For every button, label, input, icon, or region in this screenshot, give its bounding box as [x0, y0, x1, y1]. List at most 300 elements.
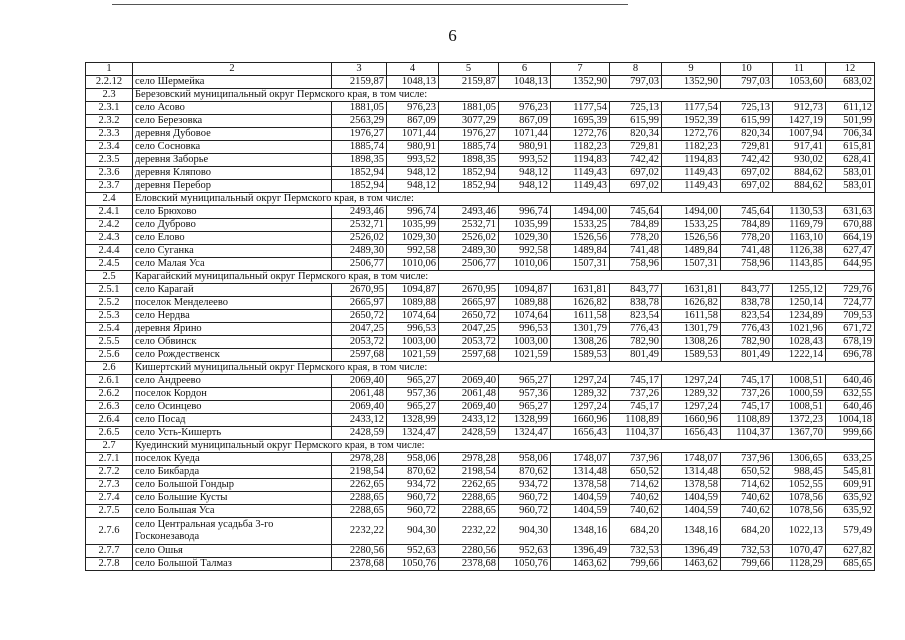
value-cell: 797,03 — [721, 76, 773, 89]
value-cell: 737,26 — [610, 388, 662, 401]
value-cell: 1104,37 — [721, 427, 773, 440]
row-number: 2.3.6 — [86, 167, 133, 180]
value-cell: 1507,31 — [662, 258, 721, 271]
value-cell: 2288,65 — [332, 505, 387, 518]
value-cell: 697,02 — [610, 180, 662, 193]
value-cell: 1289,32 — [551, 388, 610, 401]
value-cell: 1314,48 — [551, 466, 610, 479]
table-row — [86, 466, 875, 479]
value-cell: 2262,65 — [439, 479, 499, 492]
row-number: 2.6.1 — [86, 375, 133, 388]
value-cell: 683,02 — [826, 76, 875, 89]
settlement-name: поселок Менделеево — [133, 297, 332, 310]
value-cell: 1255,12 — [773, 284, 826, 297]
row-number: 2.5.1 — [86, 284, 133, 297]
table-row — [86, 453, 875, 466]
value-cell: 1094,87 — [499, 284, 551, 297]
value-cell: 745,17 — [721, 401, 773, 414]
value-cell: 2428,59 — [332, 427, 387, 440]
value-cell: 820,34 — [721, 128, 773, 141]
value-cell: 1126,38 — [773, 245, 826, 258]
table-row — [86, 154, 875, 167]
value-cell: 1494,00 — [662, 206, 721, 219]
value-cell: 1404,59 — [662, 505, 721, 518]
settlement-name: деревня Ярино — [133, 323, 332, 336]
value-cell: 2532,71 — [332, 219, 387, 232]
value-cell: 1070,47 — [773, 545, 826, 558]
value-cell: 1976,27 — [332, 128, 387, 141]
page-number: 6 — [448, 26, 457, 45]
value-cell: 884,62 — [773, 180, 826, 193]
value-cell: 992,58 — [499, 245, 551, 258]
settlement-name: село Елово — [133, 232, 332, 245]
value-cell: 2597,68 — [332, 349, 387, 362]
value-cell: 644,95 — [826, 258, 875, 271]
value-cell: 776,43 — [610, 323, 662, 336]
value-cell: 2563,29 — [332, 115, 387, 128]
value-cell: 2053,72 — [332, 336, 387, 349]
column-number-cell: 10 — [721, 63, 773, 76]
value-cell: 2526,02 — [332, 232, 387, 245]
settlement-name: село Рождественск — [133, 349, 332, 362]
value-cell: 996,53 — [387, 323, 439, 336]
value-cell: 1021,96 — [773, 323, 826, 336]
value-cell: 684,20 — [721, 518, 773, 545]
value-cell: 870,62 — [387, 466, 439, 479]
value-cell: 948,12 — [499, 180, 551, 193]
value-cell: 1149,43 — [662, 167, 721, 180]
value-cell: 1463,62 — [662, 558, 721, 571]
value-cell: 2159,87 — [332, 76, 387, 89]
value-cell: 2493,46 — [332, 206, 387, 219]
value-cell: 3077,29 — [439, 115, 499, 128]
settlement-name: село Большой Талмаз — [133, 558, 332, 571]
value-cell: 737,26 — [721, 388, 773, 401]
value-cell: 934,72 — [499, 479, 551, 492]
value-cell: 1328,99 — [387, 414, 439, 427]
value-cell: 2489,30 — [332, 245, 387, 258]
value-cell: 1108,89 — [610, 414, 662, 427]
value-cell: 778,20 — [721, 232, 773, 245]
value-cell: 1003,00 — [387, 336, 439, 349]
value-cell: 2198,54 — [439, 466, 499, 479]
value-cell: 1881,05 — [439, 102, 499, 115]
value-cell: 685,65 — [826, 558, 875, 571]
value-cell: 724,77 — [826, 297, 875, 310]
value-cell: 784,89 — [610, 219, 662, 232]
value-cell: 1348,16 — [551, 518, 610, 545]
value-cell: 1149,43 — [662, 180, 721, 193]
value-cell: 1094,87 — [387, 284, 439, 297]
value-cell: 1489,84 — [662, 245, 721, 258]
table-row — [86, 349, 875, 362]
value-cell: 697,02 — [721, 180, 773, 193]
value-cell: 1182,23 — [551, 141, 610, 154]
value-cell: 1071,44 — [499, 128, 551, 141]
table-row — [86, 167, 875, 180]
value-cell: 1029,30 — [499, 232, 551, 245]
row-number: 2.7.2 — [86, 466, 133, 479]
value-cell: 729,81 — [721, 141, 773, 154]
value-cell: 678,19 — [826, 336, 875, 349]
value-cell: 740,62 — [721, 492, 773, 505]
value-cell: 1052,55 — [773, 479, 826, 492]
row-number: 2.4 — [86, 193, 133, 206]
value-cell: 965,27 — [499, 375, 551, 388]
value-cell: 1078,56 — [773, 505, 826, 518]
settlement-name: село Большой Гондыр — [133, 479, 332, 492]
row-number: 2.7.5 — [86, 505, 133, 518]
value-cell: 2665,97 — [332, 297, 387, 310]
table-row — [86, 518, 875, 545]
value-cell: 1272,76 — [551, 128, 610, 141]
row-number: 2.5 — [86, 271, 133, 284]
value-cell: 843,77 — [610, 284, 662, 297]
value-cell: 1250,14 — [773, 297, 826, 310]
settlement-name: село Большая Уса — [133, 505, 332, 518]
value-cell: 1695,39 — [551, 115, 610, 128]
value-cell: 1149,43 — [551, 180, 610, 193]
value-cell: 670,88 — [826, 219, 875, 232]
value-cell: 1494,00 — [551, 206, 610, 219]
value-cell: 741,48 — [721, 245, 773, 258]
table-row — [86, 115, 875, 128]
value-cell: 784,89 — [721, 219, 773, 232]
value-cell: 1463,62 — [551, 558, 610, 571]
value-cell: 1626,82 — [551, 297, 610, 310]
table-row — [86, 232, 875, 245]
section-row — [86, 362, 875, 375]
value-cell: 823,54 — [721, 310, 773, 323]
value-cell: 1074,64 — [499, 310, 551, 323]
value-cell: 1656,43 — [662, 427, 721, 440]
value-cell: 615,99 — [721, 115, 773, 128]
row-number: 2.4.3 — [86, 232, 133, 245]
value-cell: 1507,31 — [551, 258, 610, 271]
value-cell: 640,46 — [826, 401, 875, 414]
table-row — [86, 206, 875, 219]
value-cell: 823,54 — [610, 310, 662, 323]
value-cell: 696,78 — [826, 349, 875, 362]
value-cell: 2650,72 — [332, 310, 387, 323]
column-number-row — [86, 63, 875, 76]
row-number: 2.4.5 — [86, 258, 133, 271]
value-cell: 1404,59 — [662, 492, 721, 505]
value-cell: 1489,84 — [551, 245, 610, 258]
value-cell: 2288,65 — [332, 492, 387, 505]
value-cell: 741,48 — [610, 245, 662, 258]
value-cell: 2069,40 — [332, 401, 387, 414]
value-cell: 958,06 — [499, 453, 551, 466]
row-number: 2.3.4 — [86, 141, 133, 154]
value-cell: 1149,43 — [551, 167, 610, 180]
value-cell: 1611,58 — [551, 310, 610, 323]
column-number-cell: 11 — [773, 63, 826, 76]
value-cell: 725,13 — [610, 102, 662, 115]
column-number-cell: 12 — [826, 63, 875, 76]
value-cell: 545,81 — [826, 466, 875, 479]
value-cell: 1306,65 — [773, 453, 826, 466]
column-number-cell: 2 — [133, 63, 332, 76]
value-cell: 1852,94 — [439, 180, 499, 193]
settlement-name: село Березовка — [133, 115, 332, 128]
value-cell: 745,64 — [610, 206, 662, 219]
settlement-name: село Андреево — [133, 375, 332, 388]
value-cell: 1308,26 — [551, 336, 610, 349]
value-cell: 627,82 — [826, 545, 875, 558]
table-row — [86, 336, 875, 349]
section-row — [86, 193, 875, 206]
table-row — [86, 297, 875, 310]
value-cell: 2506,77 — [332, 258, 387, 271]
column-number-cell: 4 — [387, 63, 439, 76]
settlement-name: село Нердва — [133, 310, 332, 323]
value-cell: 1898,35 — [332, 154, 387, 167]
value-cell: 1010,06 — [499, 258, 551, 271]
value-cell: 976,23 — [387, 102, 439, 115]
settlement-name: село Малая Уса — [133, 258, 332, 271]
row-number: 2.4.2 — [86, 219, 133, 232]
settlement-name: село Дуброво — [133, 219, 332, 232]
value-cell: 1404,59 — [551, 492, 610, 505]
value-cell: 1367,70 — [773, 427, 826, 440]
value-cell: 714,62 — [610, 479, 662, 492]
value-cell: 631,63 — [826, 206, 875, 219]
value-cell: 737,96 — [610, 453, 662, 466]
value-cell: 1234,89 — [773, 310, 826, 323]
value-cell: 2670,95 — [332, 284, 387, 297]
settlement-name: село Карагай — [133, 284, 332, 297]
value-cell: 2597,68 — [439, 349, 499, 362]
value-cell: 729,76 — [826, 284, 875, 297]
value-cell: 1626,82 — [662, 297, 721, 310]
value-cell: 2670,95 — [439, 284, 499, 297]
value-cell: 992,58 — [387, 245, 439, 258]
value-cell: 1301,79 — [662, 323, 721, 336]
value-cell: 960,72 — [387, 505, 439, 518]
value-cell: 2433,12 — [439, 414, 499, 427]
value-cell: 776,43 — [721, 323, 773, 336]
value-cell: 725,13 — [721, 102, 773, 115]
table-row — [86, 401, 875, 414]
value-cell: 1885,74 — [332, 141, 387, 154]
value-cell: 965,27 — [499, 401, 551, 414]
row-number: 2.7.8 — [86, 558, 133, 571]
value-cell: 2232,22 — [439, 518, 499, 545]
top-rule — [112, 4, 628, 5]
value-cell: 934,72 — [387, 479, 439, 492]
table-row — [86, 310, 875, 323]
value-cell: 867,09 — [387, 115, 439, 128]
value-cell: 2061,48 — [439, 388, 499, 401]
value-cell: 745,17 — [610, 401, 662, 414]
value-cell: 948,12 — [387, 180, 439, 193]
row-number: 2.6 — [86, 362, 133, 375]
row-number: 2.3.3 — [86, 128, 133, 141]
table-row — [86, 558, 875, 571]
value-cell: 960,72 — [387, 492, 439, 505]
value-cell: 2526,02 — [439, 232, 499, 245]
value-cell: 1297,24 — [662, 375, 721, 388]
value-cell: 2232,22 — [332, 518, 387, 545]
settlement-name: деревня Заборье — [133, 154, 332, 167]
row-number: 2.5.4 — [86, 323, 133, 336]
value-cell: 1035,99 — [499, 219, 551, 232]
value-cell: 615,99 — [610, 115, 662, 128]
value-cell: 579,49 — [826, 518, 875, 545]
value-cell: 980,91 — [387, 141, 439, 154]
value-cell: 782,90 — [610, 336, 662, 349]
value-cell: 732,53 — [610, 545, 662, 558]
value-cell: 838,78 — [610, 297, 662, 310]
value-cell: 870,62 — [499, 466, 551, 479]
value-cell: 2665,97 — [439, 297, 499, 310]
value-cell: 996,53 — [499, 323, 551, 336]
value-cell: 1748,07 — [662, 453, 721, 466]
value-cell: 2378,68 — [332, 558, 387, 571]
value-cell: 867,09 — [499, 115, 551, 128]
value-cell: 2069,40 — [332, 375, 387, 388]
settlement-name: село Суганка — [133, 245, 332, 258]
value-cell: 729,81 — [610, 141, 662, 154]
section-title: Еловский муниципальный округ Пермского края, в том числе: — [133, 193, 875, 206]
value-cell: 1631,81 — [662, 284, 721, 297]
table-row — [86, 492, 875, 505]
column-number-cell: 7 — [551, 63, 610, 76]
value-cell: 1089,88 — [499, 297, 551, 310]
value-cell: 2428,59 — [439, 427, 499, 440]
settlement-name: поселок Куеда — [133, 453, 332, 466]
value-cell: 1021,59 — [499, 349, 551, 362]
settlement-name: село Бикбарда — [133, 466, 332, 479]
row-number: 2.4.4 — [86, 245, 133, 258]
value-cell: 1852,94 — [332, 167, 387, 180]
value-cell: 960,72 — [499, 492, 551, 505]
value-cell: 627,47 — [826, 245, 875, 258]
value-cell: 1007,94 — [773, 128, 826, 141]
value-cell: 1008,51 — [773, 401, 826, 414]
value-cell: 1976,27 — [439, 128, 499, 141]
value-cell: 1108,89 — [721, 414, 773, 427]
table-row — [86, 76, 875, 89]
row-number: 2.4.1 — [86, 206, 133, 219]
value-cell: 2262,65 — [332, 479, 387, 492]
value-cell: 820,34 — [610, 128, 662, 141]
value-cell: 960,72 — [499, 505, 551, 518]
row-number: 2.3.2 — [86, 115, 133, 128]
value-cell: 801,49 — [721, 349, 773, 362]
value-cell: 732,53 — [721, 545, 773, 558]
value-cell: 1169,79 — [773, 219, 826, 232]
value-cell: 957,36 — [387, 388, 439, 401]
tariff-table — [85, 62, 875, 571]
value-cell: 1071,44 — [387, 128, 439, 141]
value-cell: 1656,43 — [551, 427, 610, 440]
settlement-name: село Асово — [133, 102, 332, 115]
value-cell: 1378,58 — [662, 479, 721, 492]
value-cell: 628,41 — [826, 154, 875, 167]
table-row — [86, 414, 875, 427]
value-cell: 745,17 — [721, 375, 773, 388]
value-cell: 745,64 — [721, 206, 773, 219]
value-cell: 1021,59 — [387, 349, 439, 362]
value-cell: 1089,88 — [387, 297, 439, 310]
settlement-name: село Ошья — [133, 545, 332, 558]
value-cell: 958,06 — [387, 453, 439, 466]
value-cell: 1885,74 — [439, 141, 499, 154]
value-cell: 1128,29 — [773, 558, 826, 571]
value-cell: 650,52 — [721, 466, 773, 479]
value-cell: 993,52 — [499, 154, 551, 167]
value-cell: 1748,07 — [551, 453, 610, 466]
value-cell: 993,52 — [387, 154, 439, 167]
value-cell: 640,46 — [826, 375, 875, 388]
value-cell: 611,12 — [826, 102, 875, 115]
table-row — [86, 102, 875, 115]
value-cell: 1308,26 — [662, 336, 721, 349]
row-number: 2.3.1 — [86, 102, 133, 115]
value-cell: 583,01 — [826, 167, 875, 180]
value-cell: 996,74 — [387, 206, 439, 219]
value-cell: 1010,06 — [387, 258, 439, 271]
value-cell: 999,66 — [826, 427, 875, 440]
value-cell: 1533,25 — [551, 219, 610, 232]
row-number: 2.7 — [86, 440, 133, 453]
value-cell: 684,20 — [610, 518, 662, 545]
value-cell: 1000,59 — [773, 388, 826, 401]
value-cell: 615,81 — [826, 141, 875, 154]
value-cell: 965,27 — [387, 375, 439, 388]
settlement-name: село Посад — [133, 414, 332, 427]
value-cell: 838,78 — [721, 297, 773, 310]
value-cell: 1589,53 — [551, 349, 610, 362]
settlement-name: село Усть-Кишерть — [133, 427, 332, 440]
value-cell: 2069,40 — [439, 401, 499, 414]
value-cell: 635,92 — [826, 505, 875, 518]
value-cell: 1328,99 — [499, 414, 551, 427]
value-cell: 1194,83 — [551, 154, 610, 167]
column-number-cell: 5 — [439, 63, 499, 76]
row-number: 2.6.4 — [86, 414, 133, 427]
value-cell: 1004,18 — [826, 414, 875, 427]
value-cell: 709,53 — [826, 310, 875, 323]
value-cell: 1396,49 — [662, 545, 721, 558]
value-cell: 671,72 — [826, 323, 875, 336]
section-row — [86, 271, 875, 284]
value-cell: 930,02 — [773, 154, 826, 167]
table-row — [86, 258, 875, 271]
value-cell: 904,30 — [387, 518, 439, 545]
table-row — [86, 128, 875, 141]
value-cell: 1035,99 — [387, 219, 439, 232]
value-cell: 664,19 — [826, 232, 875, 245]
value-cell: 1611,58 — [662, 310, 721, 323]
value-cell: 1222,14 — [773, 349, 826, 362]
value-cell: 1372,23 — [773, 414, 826, 427]
section-row — [86, 440, 875, 453]
settlement-name: село Брюхово — [133, 206, 332, 219]
value-cell: 884,62 — [773, 167, 826, 180]
row-number: 2.2.12 — [86, 76, 133, 89]
value-cell: 1427,19 — [773, 115, 826, 128]
value-cell: 1324,47 — [499, 427, 551, 440]
value-cell: 1272,76 — [662, 128, 721, 141]
row-number: 2.7.6 — [86, 518, 133, 545]
value-cell: 1324,47 — [387, 427, 439, 440]
value-cell: 948,12 — [499, 167, 551, 180]
value-cell: 1177,54 — [662, 102, 721, 115]
value-cell: 1660,96 — [551, 414, 610, 427]
